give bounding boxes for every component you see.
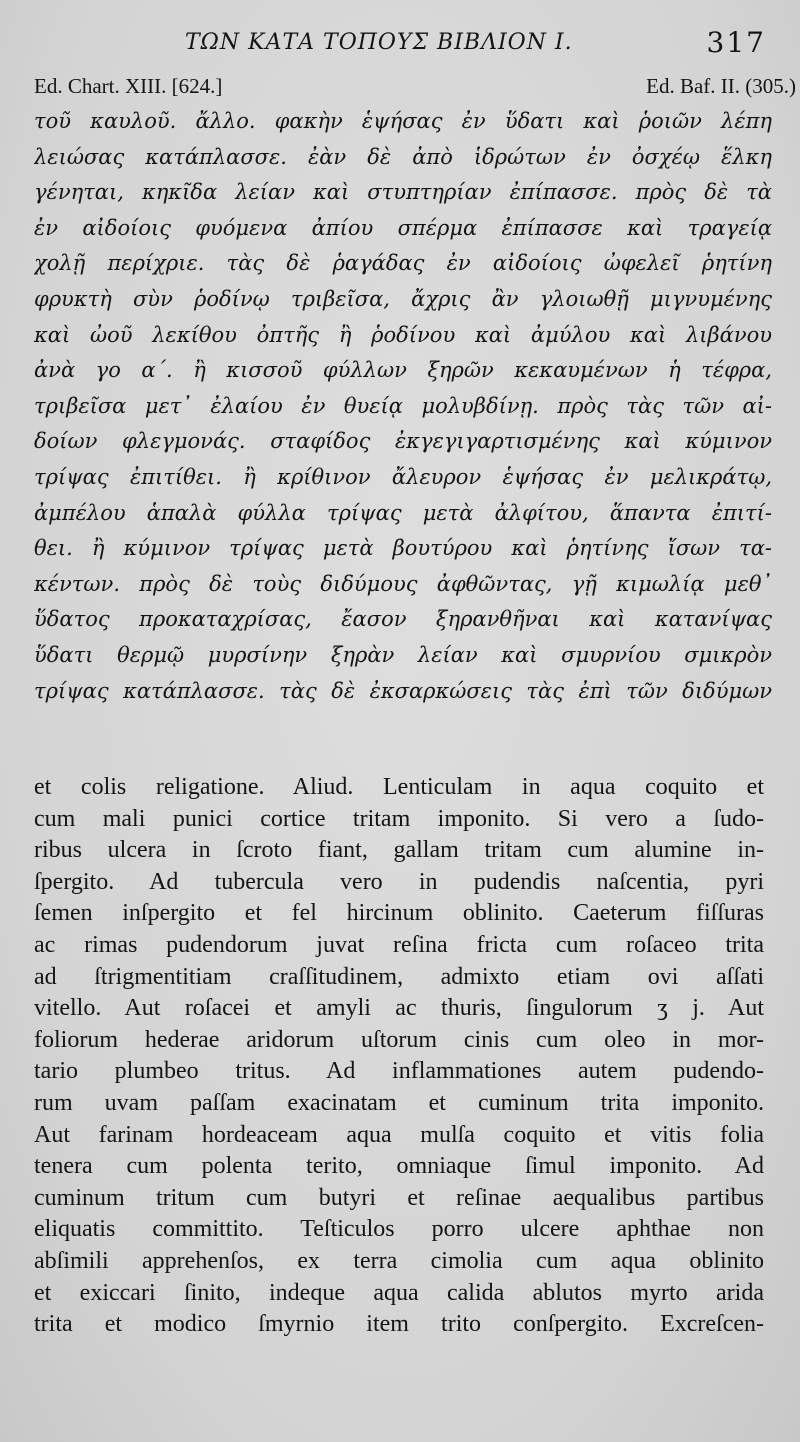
- greek-line: τοῦ καυλοῦ. ἄλλο. φακὴν ἑψήσας ἐν ὕδατι καὶ ῥοιῶν λέπη: [34, 109, 772, 133]
- latin-line: vitello. Aut roſacei et amyli ac thuris, ſingulorum ʒ j. Aut: [34, 995, 764, 1022]
- latin-line: trita et modico ſmyrnio item trito conſpergito. Excreſcen-: [34, 1311, 764, 1338]
- edition-reference-basel: Ed. Baf. II. (305.): [646, 74, 796, 98]
- greek-line: τρίψας ἐπιτίθει. ἢ κρίθινον ἄλευρον ἑψήσας ἐν μελικράτῳ,: [34, 464, 772, 489]
- latin-line: ſemen inſpergito et fel hircinum oblinito. Caeterum fiſſuras: [34, 900, 764, 927]
- greek-line: χολῇ περίχριε. τὰς δὲ ῥαγάδας ἐν αἰδοίοις ὠφελεῖ ῥητίνη: [34, 251, 772, 276]
- latin-line: et exiccari ſinito, indeque aqua calida ablutos myrto arida: [34, 1279, 764, 1306]
- running-title: ΤΩΝ ΚΑΤΑ ΤΟΠΟΥΣ ΒΙΒΛΙΟΝ Ι.: [185, 30, 573, 55]
- latin-line: foliorum hederae aridorum uſtorum cinis cum oleo in mor-: [34, 1026, 764, 1053]
- latin-line: cuminum tritum cum butyri et reſinae aequalibus partibus: [34, 1184, 764, 1211]
- greek-line: ἀνὰ γο α΄. ἢ κισσοῦ φύλλων ξηρῶν κεκαυμένων ἡ τέφρα,: [34, 358, 772, 383]
- latin-line: rum uvam paſſam exacinatam et cuminum trita imponito.: [34, 1089, 764, 1116]
- greek-line: γένηται, κηκῖδα λείαν καὶ στυπτηρίαν ἐπίπασσε. πρὸς δὲ τὰ: [34, 180, 772, 205]
- latin-line: Aut farinam hordeaceam aqua mulſa coquito et vitis folia: [34, 1121, 764, 1148]
- page-number: 317: [706, 26, 766, 59]
- latin-text-block: [34, 772, 764, 1341]
- greek-line: δοίων φλεγμονάς. σταφίδος ἐκγεγιγαρτισμένης καὶ κύμινον: [34, 429, 772, 454]
- latin-line: eliquatis committito. Teſticulos porro ulcere aphthae non: [34, 1216, 764, 1243]
- latin-line: ad ſtrigmentitiam craſſitudinem, admixto etiam ovi aſſati: [34, 963, 764, 990]
- latin-line: abſimili apprehenſos, ex terra cimolia cum aqua oblinito: [34, 1247, 764, 1274]
- greek-line: ἐν αἰδοίοις φυόμενα ἀπίου σπέρμα ἐπίπασσε καὶ τραγείᾳ: [34, 215, 772, 240]
- greek-line: τρίψας κατάπλασσε. τὰς δὲ ἐκσαρκώσεις τὰς ἐπὶ τῶν διδύμων: [34, 678, 772, 703]
- running-head: [0, 26, 800, 66]
- latin-line: tenera cum polenta terito, omniaque ſimul imponito. Ad: [34, 1153, 764, 1180]
- greek-line: ὕδατος προκαταχρίσας, ἔασον ξηρανθῆναι καὶ κατανίψας: [34, 607, 772, 632]
- greek-line: λειώσας κατάπλασσε. ἐὰν δὲ ἀπὸ ἱδρώτων ἐν ὀσχέῳ ἕλκη: [34, 144, 772, 169]
- greek-text-block: [34, 104, 772, 709]
- latin-line: et colis religatione. Aliud. Lenticulam in aqua coquito et: [34, 774, 764, 800]
- greek-line: ὕδατι θερμῷ μυρσίνην ξηρὰν λείαν καὶ σμυρνίου σμικρὸν: [34, 642, 772, 667]
- greek-line: ἀμπέλου ἁπαλὰ φύλλα τρίψας μετὰ ἀλφίτου, ἅπαντα ἐπιτί-: [34, 500, 772, 525]
- greek-line: κέντων. πρὸς δὲ τοὺς διδύμους ἀφθῶντας, γῇ κιμωλίᾳ μεθ᾽: [34, 571, 772, 596]
- latin-line: ſpergito. Ad tubercula vero in pudendis naſcentia, pyri: [34, 868, 764, 895]
- edition-reference-chartier: Ed. Chart. XIII. [624.]: [34, 74, 223, 98]
- latin-line: ribus ulcera in ſcroto fiant, gallam tritam cum alumine in-: [34, 837, 764, 864]
- latin-line: tario plumbeo tritus. Ad inflammationes autem pudendo-: [34, 1058, 764, 1085]
- greek-line: καὶ ὠοῦ λεκίθου ὀπτῆς ἢ ῥοδίνου καὶ ἀμύλου καὶ λιβάνου: [34, 322, 772, 347]
- latin-line: cum mali punici cortice tritam imponito. Si vero a ſudo-: [34, 805, 764, 832]
- latin-line: ac rimas pudendorum juvat reſina fricta cum roſaceo trita: [34, 931, 764, 958]
- greek-line: θει. ἢ κύμινον τρίψας μετὰ βουτύρου καὶ ῥητίνης ἴσων τα-: [34, 536, 772, 561]
- greek-line: τριβεῖσα μετ᾽ ἐλαίου ἐν θυείᾳ μολυβδίνῃ. πρὸς τὰς τῶν αἰ-: [34, 393, 772, 418]
- greek-line: φρυκτὴ σὺν ῥοδίνῳ τριβεῖσα, ἄχρις ἂν γλοιωθῇ μιγνυμένης: [34, 286, 772, 311]
- edition-line: [34, 74, 796, 102]
